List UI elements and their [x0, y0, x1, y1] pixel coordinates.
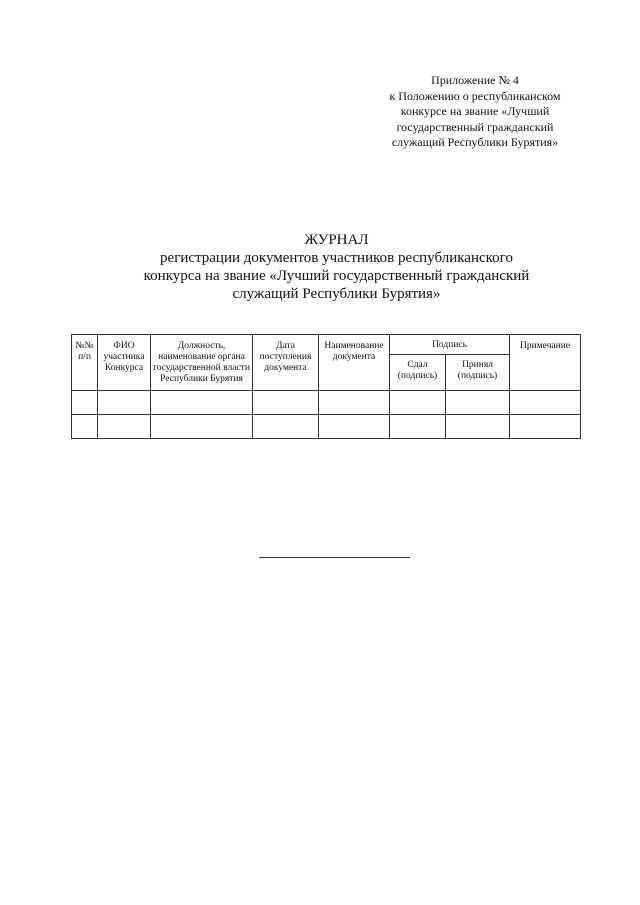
appendix-line: конкурсе на звание «Лучший	[400, 104, 550, 118]
appendix-line: служащий Республики Бурятия»	[391, 135, 559, 149]
footer-divider	[259, 557, 410, 558]
table-cell	[446, 391, 510, 415]
table-cell	[510, 415, 581, 439]
header-signature-received: Принял (подпись)	[446, 355, 510, 391]
appendix-header	[360, 73, 590, 151]
journal-title	[80, 231, 593, 303]
table-cell	[72, 391, 98, 415]
registration-table	[71, 334, 581, 439]
table-cell	[253, 415, 319, 439]
table-cell	[319, 391, 390, 415]
title-line: регистрации документов участников республиканского	[160, 250, 513, 266]
table-cell	[446, 415, 510, 439]
header-num: №№ п/п	[72, 335, 98, 391]
header-signature: Подпись	[390, 335, 510, 355]
title-heading: ЖУРНАЛ	[304, 232, 369, 248]
table-cell	[151, 415, 253, 439]
header-position: Должность, наименование органа государственной власти Республики Бурятия	[151, 335, 253, 391]
title-line: конкурса на звание «Лучший государственный гражданский	[143, 268, 530, 284]
appendix-line: Приложение № 4	[431, 73, 519, 87]
table-cell	[72, 415, 98, 439]
header-name: ФИО участника Конкурса	[98, 335, 151, 391]
table-cell	[390, 415, 446, 439]
header-note: Примечание	[510, 335, 581, 391]
table-cell	[253, 391, 319, 415]
table-cell	[98, 415, 151, 439]
appendix-line: к Положению о республиканском	[389, 88, 561, 103]
header-signature-gave: Сдал (подпись)	[390, 355, 446, 391]
table-row	[72, 391, 581, 415]
table-cell	[319, 415, 390, 439]
header-document: Наименование документа	[319, 335, 390, 391]
appendix-line: государственный гражданский	[396, 119, 554, 134]
table-cell	[151, 391, 253, 415]
table-row	[72, 415, 581, 439]
table-cell	[510, 391, 581, 415]
table-cell	[390, 391, 446, 415]
header-date: Дата поступления документа	[253, 335, 319, 391]
table-cell	[98, 391, 151, 415]
title-line: служащий Республики Бурятия»	[232, 286, 441, 302]
